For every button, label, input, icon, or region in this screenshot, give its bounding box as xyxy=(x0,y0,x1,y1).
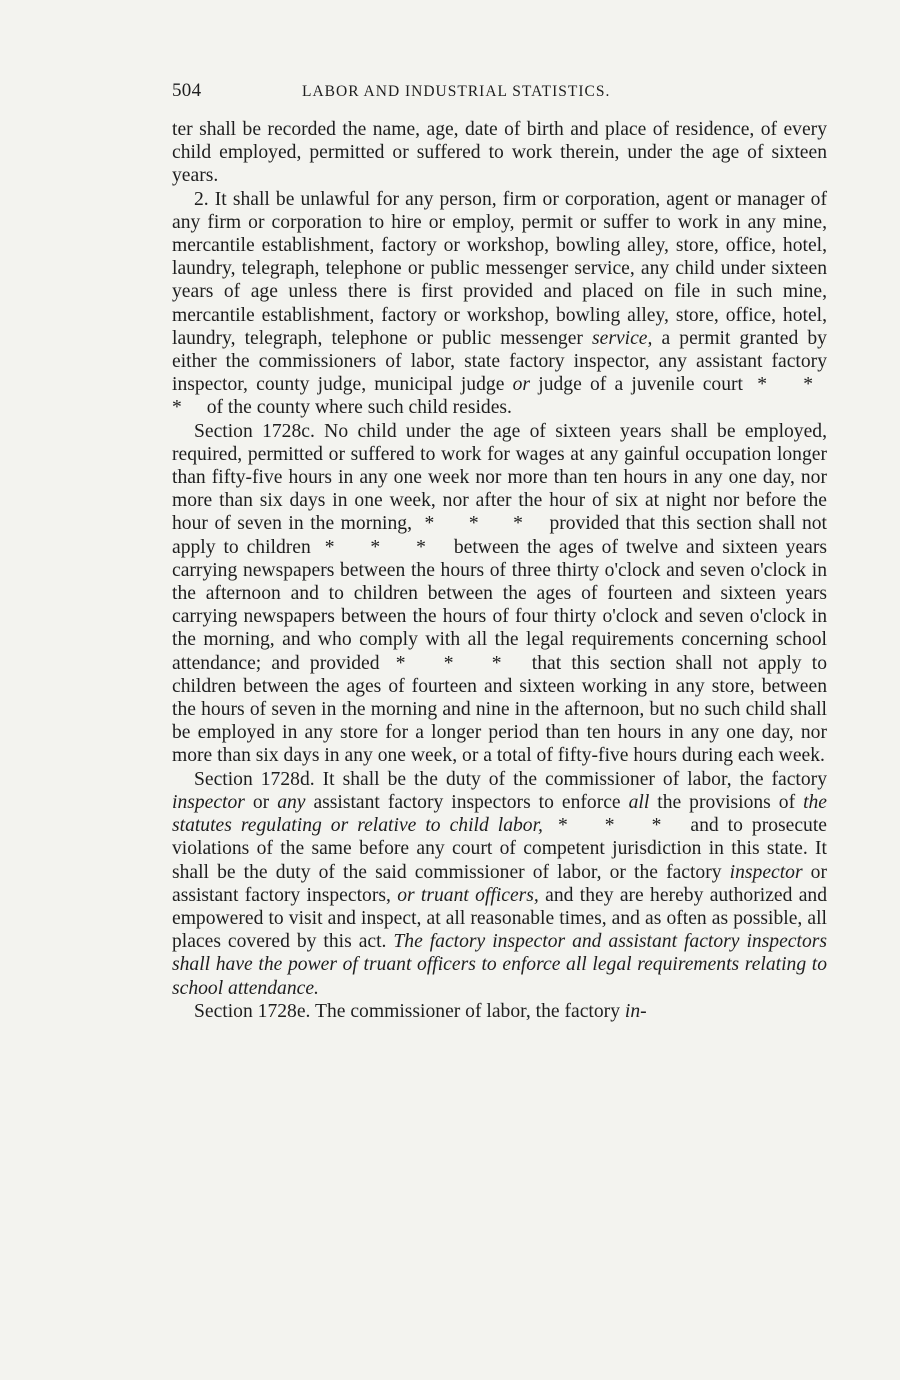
book-page xyxy=(172,80,827,1023)
italic-text: inspector xyxy=(172,791,245,813)
italic-text: the statutes regulating or relative to child labor, xyxy=(172,791,827,837)
text-run: and they are hereby authorized and empowered to visit and inspect, at all reasonable times, and as often as possible, all places covered by this act. xyxy=(172,884,827,953)
page-number: 504 xyxy=(172,80,202,101)
text-run: judge of a juvenile court xyxy=(530,374,752,396)
paragraph xyxy=(172,1000,827,1023)
text-run: between the ages of twelve and sixteen years carrying newspapers between the hours of three thirty o'clock and seven o'clock in the afternoon and to children between the ages of fourteen and sixteen years carrying newspapers between the hours of four thirty o'clock and seven o'clock in the morning, and who comply with all the legal requirements concerning school attendance; and provided xyxy=(172,536,827,674)
ellipsis-stars: * * * xyxy=(395,652,516,674)
italic-text: or truant officers, xyxy=(397,884,539,906)
text-run: assistant factory inspectors to enforce xyxy=(305,791,629,813)
text-run: the provisions of xyxy=(649,791,804,813)
text-run: that this section shall not apply to children between the ages of fourteen and sixteen working in any store, between the hours of seven in the morning and nine in the afternoon, but no such child shall be employed in any store for a longer period than ten hours in any one day, nor more than six days in any one week, or a total of fifty-five hours during each week. xyxy=(172,652,828,767)
running-title: LABOR AND INDUSTRIAL STATISTICS. xyxy=(302,83,611,100)
text-run: and to prosecute violations of the same before any court of competent jurisdiction in this state. It shall be the duty of the said commissioner of labor, or the factory xyxy=(172,815,827,883)
italic-text: The factory inspector and assistant factory inspectors shall have the power of truant officers to enforce all legal requirements relating to school attendance. xyxy=(172,931,827,999)
body-text xyxy=(172,118,827,1023)
text-run: Section 1728e. The commissioner of labor, the factory xyxy=(194,1000,625,1022)
text-run: Section 1728d. It shall be the duty of the commissioner of labor, the factory xyxy=(194,768,827,790)
italic-text: all xyxy=(628,791,650,813)
italic-text: inspector xyxy=(729,861,803,883)
paragraph xyxy=(172,118,827,188)
paragraph xyxy=(172,420,827,768)
text-run: a permit granted by either the commissioners of labor, state factory inspector, any assistant factory inspector, county judge, municipal judge xyxy=(172,327,827,396)
ellipsis-stars: * * * xyxy=(557,815,676,837)
ellipsis-stars: * * * xyxy=(424,513,537,535)
text-run: or assistant factory inspectors, xyxy=(172,861,827,906)
ellipsis-stars: * * * xyxy=(172,374,827,419)
page-header xyxy=(172,80,827,110)
paragraph xyxy=(172,188,827,420)
italic-text: in- xyxy=(624,1000,647,1022)
paragraph xyxy=(172,768,827,1000)
text-run xyxy=(543,815,552,836)
text-run: Section 1728c. No child under the age of sixteen years shall be employed, required, permitted or suffered to work for wages at any gainful occupation longer than fifty-five hours in any one week nor more than ten hours in any one day, nor more than six days in one week, nor after the hour of six at night nor before the hour of seven in the morning, xyxy=(172,420,827,535)
text-run: of the county where such child resides. xyxy=(201,397,512,419)
italic-text: service, xyxy=(592,327,653,349)
text-run: 2. It shall be unlawful for any person, firm or corporation, agent or manager of any firm or corporation to hire or employ, permit or suffer to work in any mine, mercantile establishment, factory or workshop, bowling alley, store, office, hotel, laundry, telegraph, telephone or public messenger service, any child under sixteen years of age unless there is first provided and placed on file in such mine, mercantile establishment, factory or workshop, bowling alley, store, office, hotel, laundry, telegraph, telephone or public messenger xyxy=(172,188,827,349)
ellipsis-stars: * * * xyxy=(324,536,440,558)
text-run: provided that this section shall not apply to children xyxy=(172,513,828,558)
italic-text: or xyxy=(512,374,531,396)
italic-text: any xyxy=(277,791,306,813)
text-run: ter shall be recorded the name, age, date of birth and place of residence, of every child employed, permitted or suffered to work therein, under the age of sixteen years. xyxy=(172,119,827,187)
text-run: or xyxy=(244,791,278,813)
